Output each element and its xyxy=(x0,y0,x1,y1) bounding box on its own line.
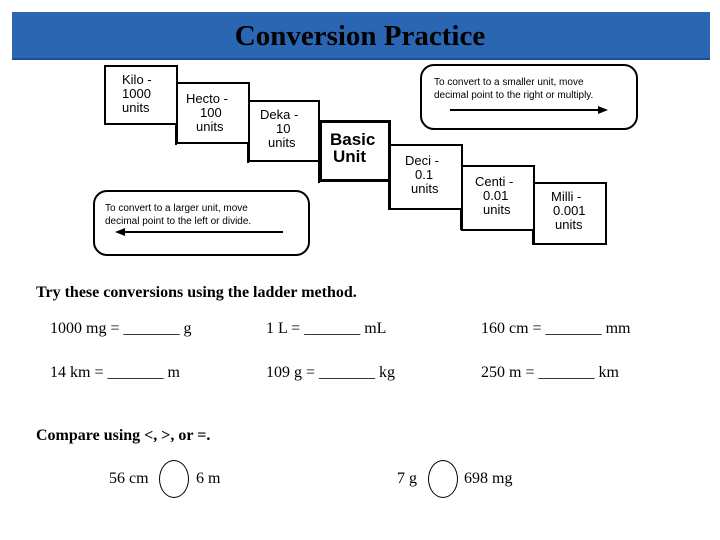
unit-box-deci xyxy=(389,144,463,210)
problem-6: 250 m = _______ km xyxy=(481,364,619,381)
unit-value: 0.01 xyxy=(483,188,509,203)
unit-box-kilo xyxy=(104,65,178,125)
unit-name: Centi - xyxy=(475,174,514,189)
note-text: decimal point to the left or divide. xyxy=(105,216,252,227)
unit-box-centi xyxy=(461,165,535,231)
problem-2: 1 L = _______ mL xyxy=(266,320,387,337)
right-arrow-icon xyxy=(420,64,638,130)
compare-right-value: 698 mg xyxy=(464,470,513,487)
unit-name: Hecto - xyxy=(186,91,228,106)
unit-suffix: units xyxy=(483,202,511,217)
unit-suffix: units xyxy=(268,135,296,150)
left-arrow-icon xyxy=(93,190,310,256)
unit-value: 0.1 xyxy=(415,167,434,182)
unit-name: Milli - xyxy=(551,189,582,204)
unit-value: 100 xyxy=(200,105,222,120)
unit-value: 1000 xyxy=(122,86,151,101)
unit-suffix: units xyxy=(196,119,224,134)
compare-answer-circle[interactable] xyxy=(428,460,458,498)
larger-unit-note xyxy=(93,190,310,256)
unit-value: 0.001 xyxy=(553,203,586,218)
unit-value: 10 xyxy=(276,121,291,136)
smaller-unit-note xyxy=(420,64,638,130)
compare-left-value: 7 g xyxy=(397,470,417,487)
unit-box-basic xyxy=(319,120,391,182)
unit-suffix: units xyxy=(555,217,583,232)
compare-instructions: Compare using <, >, or =. xyxy=(36,427,211,444)
note-text: To convert to a smaller unit, move xyxy=(434,77,584,88)
note-text: decimal point to the right or multiply. xyxy=(434,90,594,101)
problem-5: 109 g = _______ kg xyxy=(266,364,396,381)
problem-3: 160 cm = _______ mm xyxy=(481,320,631,337)
unit-box-milli xyxy=(533,182,607,245)
page-title: Conversion Practice xyxy=(234,20,486,52)
unit-name: Kilo - xyxy=(122,72,152,87)
unit-box-deka xyxy=(248,100,320,162)
unit-name: Basic xyxy=(330,130,376,149)
unit-name: Deci - xyxy=(405,153,439,168)
compare-left-value: 56 cm xyxy=(109,470,149,487)
unit-box-hecto xyxy=(176,82,250,144)
unit-suffix: units xyxy=(122,100,150,115)
compare-answer-circle[interactable] xyxy=(159,460,189,498)
unit-suffix: units xyxy=(411,181,439,196)
unit-name: Deka - xyxy=(260,107,299,122)
problem-1: 1000 mg = _______ g xyxy=(50,320,192,337)
problem-4: 14 km = _______ m xyxy=(50,364,180,381)
instructions-text: Try these conversions using the ladder method. xyxy=(36,284,357,301)
unit-value: Unit xyxy=(333,147,367,166)
compare-right-value: 6 m xyxy=(196,470,221,487)
note-text: To convert to a larger unit, move xyxy=(105,203,248,214)
